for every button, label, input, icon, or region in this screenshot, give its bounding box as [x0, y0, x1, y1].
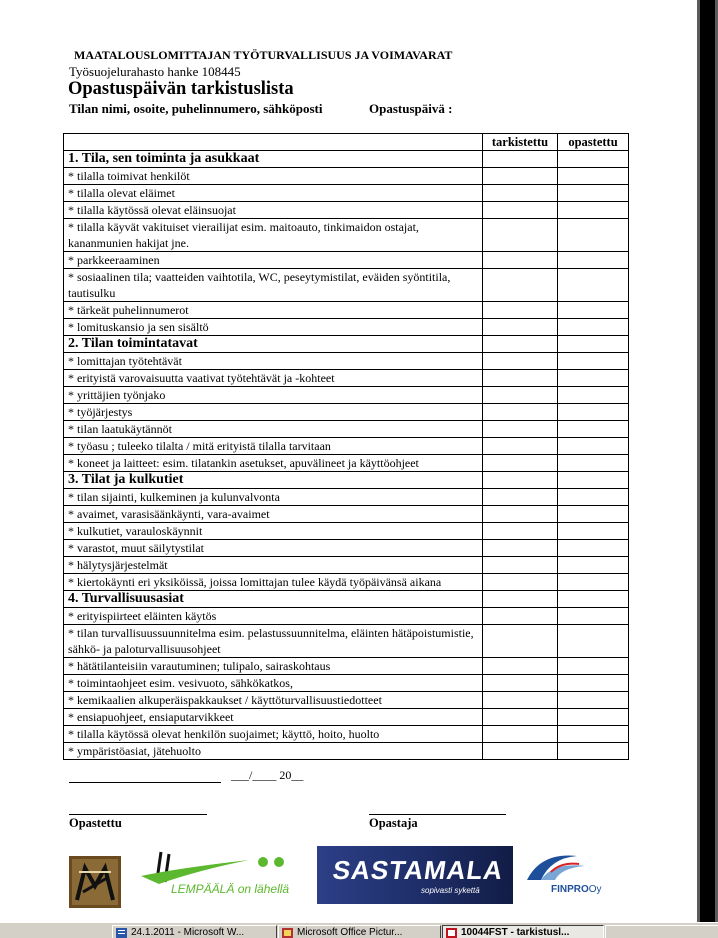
checked-cell[interactable]	[483, 472, 558, 489]
checklist-row	[64, 269, 629, 302]
checklist-row	[64, 675, 629, 692]
checklist-item: * kemikaalien alkuperäispakkaukset / käyttöturvallisuustiedotteet	[64, 692, 483, 709]
checked-cell[interactable]	[483, 557, 558, 574]
taskbar-item-label: 10044FST - tarkistusl...	[461, 927, 570, 938]
checklist-row	[64, 438, 629, 455]
project-line: Työsuojelurahasto hanke 108445	[69, 64, 241, 79]
checklist-item: * tilalla olevat eläimet	[64, 185, 483, 202]
taskbar	[0, 922, 718, 938]
checked-cell[interactable]	[483, 219, 558, 252]
checklist-row	[64, 252, 629, 269]
guided-cell[interactable]	[558, 625, 629, 658]
section-title: 2. Tilan toimintatavat	[64, 336, 483, 353]
guided-cell[interactable]	[558, 438, 629, 455]
guided-cell[interactable]	[558, 336, 629, 353]
checked-cell[interactable]	[483, 370, 558, 387]
checklist-row	[64, 709, 629, 726]
checklist-row	[64, 319, 629, 336]
sastamala-slogan: sopivasti sykettä	[421, 886, 480, 895]
checklist-item: * erityistä varovaisuutta vaativat työtehtävät ja -kohteet	[64, 370, 483, 387]
checklist-item: * erityispiirteet eläinten käytös	[64, 608, 483, 625]
guided-cell[interactable]	[558, 489, 629, 506]
checklist-row	[64, 302, 629, 319]
word-document-icon	[116, 928, 127, 938]
checked-cell[interactable]	[483, 692, 558, 709]
guided-cell[interactable]	[558, 252, 629, 269]
guided-cell[interactable]	[558, 219, 629, 252]
checked-cell[interactable]	[483, 523, 558, 540]
checklist-row	[64, 185, 629, 202]
guide-signature-line	[369, 814, 506, 815]
checklist-row	[64, 421, 629, 438]
guided-cell[interactable]	[558, 370, 629, 387]
checked-cell[interactable]	[483, 269, 558, 302]
section-row	[64, 336, 629, 353]
checked-cell[interactable]	[483, 743, 558, 760]
checklist-item: * kiertokäynti eri yksiköissä, joissa lomittajan tulee käydä työpäivänsä aikana	[64, 574, 483, 591]
table-header-row	[64, 134, 629, 151]
checklist-table	[63, 133, 629, 760]
guided-cell[interactable]	[558, 202, 629, 219]
checklist-item: * työjärjestys	[64, 404, 483, 421]
sastamala-logo	[317, 846, 513, 904]
taskbar-item-label: 24.1.2011 - Microsoft W...	[131, 927, 245, 938]
checked-cell[interactable]	[483, 185, 558, 202]
taskbar-item-label: Microsoft Office Pictur...	[297, 927, 403, 938]
guided-cell[interactable]	[558, 319, 629, 336]
checked-cell[interactable]	[483, 540, 558, 557]
guided-cell[interactable]	[558, 523, 629, 540]
checklist-row	[64, 557, 629, 574]
checklist-item: * työasu ; tuleeko tilalta / mitä erityistä tilalla tarvitaan	[64, 438, 483, 455]
document-title: Opastuspäivän tarkistuslista	[68, 79, 294, 99]
guided-cell[interactable]	[558, 302, 629, 319]
taskbar-item-more[interactable]	[605, 925, 718, 938]
guided-cell[interactable]	[558, 168, 629, 185]
checked-cell[interactable]	[483, 608, 558, 625]
section-row	[64, 151, 629, 168]
checked-cell[interactable]	[483, 151, 558, 168]
checked-cell[interactable]	[483, 574, 558, 591]
checklist-row	[64, 625, 629, 658]
guided-cell[interactable]	[558, 472, 629, 489]
guided-cell[interactable]	[558, 540, 629, 557]
lempaala-swoosh-icon	[139, 850, 309, 886]
checklist-item: * ympäristöasiat, jätehuolto	[64, 743, 483, 760]
checklist-item: * lomituskansio ja sen sisältö	[64, 319, 483, 336]
checklist-row	[64, 404, 629, 421]
checklist-row	[64, 353, 629, 370]
pdf-document-icon	[446, 928, 457, 938]
checklist-row	[64, 726, 629, 743]
section-row	[64, 472, 629, 489]
section-title: 1. Tila, sen toiminta ja asukkaat	[64, 151, 483, 168]
col-guided-header: opastettu	[558, 134, 629, 151]
guided-cell[interactable]	[558, 574, 629, 591]
sastamala-wordmark: SASTAMALA	[330, 855, 506, 885]
checklist-item: * hätätilanteisiin varautuminen; tulipalo, sairaskohtaus	[64, 658, 483, 675]
checklist-item: * koneet ja laitteet: esim. tilatankin asetukset, apuvälineet ja käyttöohjeet	[64, 455, 483, 472]
guided-cell[interactable]	[558, 151, 629, 168]
guided-cell[interactable]	[558, 591, 629, 608]
checklist-row	[64, 489, 629, 506]
checklist-item: * sosiaalinen tila; vaatteiden vaihtotila, WC, peseytymistilat, eväiden syöntitila, tautisulku	[64, 269, 483, 302]
taskbar-overflow-icon[interactable]	[0, 925, 14, 938]
guided-cell[interactable]	[558, 353, 629, 370]
checked-cell[interactable]	[483, 387, 558, 404]
guided-cell[interactable]	[558, 506, 629, 523]
checked-cell[interactable]	[483, 202, 558, 219]
checklist-item: * toimintaohjeet esim. vesivuoto, sähkökatkos,	[64, 675, 483, 692]
date-label: Opastuspäivä :	[369, 101, 453, 116]
checklist-item: * tilalla käytössä olevat eläinsuojat	[64, 202, 483, 219]
checked-cell[interactable]	[483, 421, 558, 438]
checked-cell[interactable]	[483, 168, 558, 185]
section-row	[64, 591, 629, 608]
checklist-row	[64, 574, 629, 591]
checklist-item: * varastot, muut säilytystilat	[64, 540, 483, 557]
checklist-row	[64, 506, 629, 523]
guided-signature-line	[69, 814, 207, 815]
vertical-scrollbar[interactable]	[697, 0, 718, 922]
checklist-item: * yrittäjien työnjako	[64, 387, 483, 404]
guided-cell[interactable]	[558, 743, 629, 760]
checked-cell[interactable]	[483, 252, 558, 269]
checklist-row	[64, 168, 629, 185]
checked-cell[interactable]	[483, 302, 558, 319]
lempaala-text: LEMPÄÄLÄ on lähellä	[171, 882, 290, 896]
finpro-suffix: Oy	[588, 884, 602, 895]
finpro-logo	[521, 850, 602, 900]
checklist-item: * tilan laatukäytännöt	[64, 421, 483, 438]
checklist-row	[64, 202, 629, 219]
checked-cell[interactable]	[483, 709, 558, 726]
organization-heading: MAATALOUSLOMITTAJAN TYÖTURVALLISUUS JA VOIMAVARAT	[74, 48, 453, 62]
farm-info-label: Tilan nimi, osoite, puhelinnumero, sähköposti	[69, 101, 323, 116]
col-checked-header: tarkistettu	[483, 134, 558, 151]
guided-cell[interactable]	[558, 709, 629, 726]
checked-cell[interactable]	[483, 404, 558, 421]
checklist-row	[64, 455, 629, 472]
guided-label: Opastettu	[69, 816, 122, 830]
checklist-item: * parkkeeraaminen	[64, 252, 483, 269]
finpro-swirl-icon	[521, 850, 593, 884]
checklist-item: * kulkutiet, varauloskäynnit	[64, 523, 483, 540]
checked-cell[interactable]	[483, 353, 558, 370]
checklist-item: * tilalla käytössä olevat henkilön suojaimet; käyttö, hoito, huolto	[64, 726, 483, 743]
guided-cell[interactable]	[558, 404, 629, 421]
checklist-item: * ensiapuohjeet, ensiaputarvikkeet	[64, 709, 483, 726]
checklist-item: * tilan sijainti, kulkeminen ja kulunvalvonta	[64, 489, 483, 506]
checklist-item: * tilalla käyvät vakituiset vierailijat esim. maitoauto, tinkimaidon ostajat, kananmunien hakijat jne.	[64, 219, 483, 252]
checked-cell[interactable]	[483, 658, 558, 675]
guided-cell[interactable]	[558, 726, 629, 743]
checklist-row	[64, 658, 629, 675]
guided-cell[interactable]	[558, 692, 629, 709]
guide-label: Opastaja	[369, 816, 418, 830]
guided-cell[interactable]	[558, 185, 629, 202]
checked-cell[interactable]	[483, 489, 558, 506]
checklist-item: * tärkeät puhelinnumerot	[64, 302, 483, 319]
checklist-row	[64, 387, 629, 404]
taskbar-item-word[interactable]	[112, 925, 277, 938]
checklist-row	[64, 370, 629, 387]
checked-cell[interactable]	[483, 438, 558, 455]
guided-cell[interactable]	[558, 421, 629, 438]
place-line	[69, 782, 221, 783]
checked-cell[interactable]	[483, 455, 558, 472]
checklist-item: * tilalla toimivat henkilöt	[64, 168, 483, 185]
date-line: ___/____ 20__	[231, 768, 304, 782]
guided-cell[interactable]	[558, 387, 629, 404]
checked-cell[interactable]	[483, 591, 558, 608]
checklist-row	[64, 743, 629, 760]
checklist-item: * hälytysjärjestelmät	[64, 557, 483, 574]
taskbar-item-pdf[interactable]	[442, 925, 604, 938]
taskbar-item-picture-manager[interactable]	[278, 925, 441, 938]
checklist-item: * lomittajan työtehtävät	[64, 353, 483, 370]
guided-cell[interactable]	[558, 557, 629, 574]
checklist-row	[64, 608, 629, 625]
checked-cell[interactable]	[483, 726, 558, 743]
emblem-logo	[69, 856, 121, 908]
picture-manager-icon	[282, 928, 293, 938]
guided-cell[interactable]	[558, 608, 629, 625]
guided-cell[interactable]	[558, 269, 629, 302]
checked-cell[interactable]	[483, 675, 558, 692]
guided-cell[interactable]	[558, 455, 629, 472]
checked-cell[interactable]	[483, 506, 558, 523]
finpro-wordmark: FINPRO	[551, 884, 589, 895]
header-blank-cell	[64, 134, 483, 151]
checklist-item: * avaimet, varasisäänkäynti, vara-avaimet	[64, 506, 483, 523]
checked-cell[interactable]	[483, 625, 558, 658]
checked-cell[interactable]	[483, 319, 558, 336]
section-title: 4. Turvallisuusasiat	[64, 591, 483, 608]
checked-cell[interactable]	[483, 336, 558, 353]
guided-cell[interactable]	[558, 658, 629, 675]
checklist-item: * tilan turvallisuussuunnitelma esim. pelastussuunnitelma, eläinten hätäpoistumistie, sähkö- ja paloturvallisuusohjeet	[64, 625, 483, 658]
section-title: 3. Tilat ja kulkutiet	[64, 472, 483, 489]
checklist-row	[64, 219, 629, 252]
checklist-row	[64, 692, 629, 709]
lempaala-logo	[139, 850, 309, 900]
checklist-row	[64, 540, 629, 557]
guided-cell[interactable]	[558, 675, 629, 692]
checklist-row	[64, 523, 629, 540]
